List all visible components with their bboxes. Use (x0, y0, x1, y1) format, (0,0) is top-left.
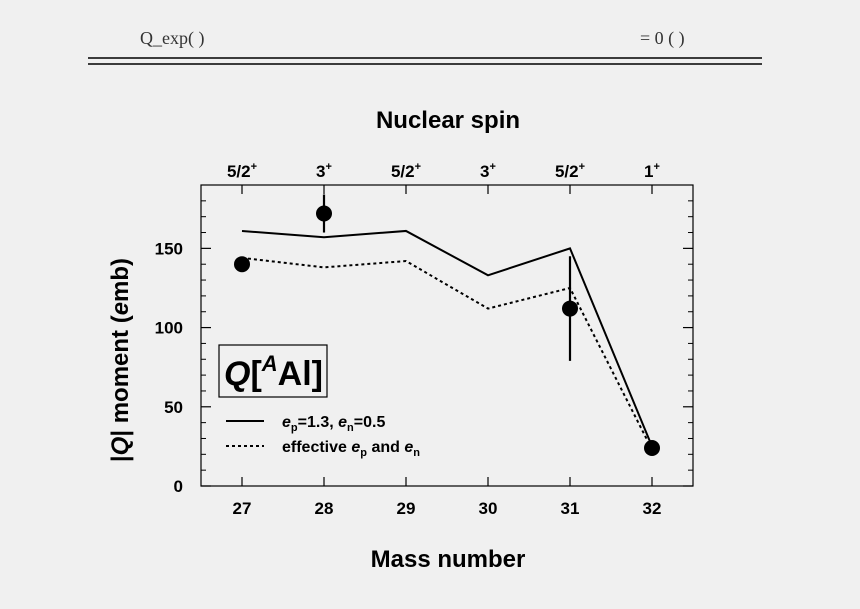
legend (226, 414, 420, 459)
y-tick-label: 50 (164, 397, 183, 417)
spin-tick-label: 5/2+ (390, 161, 422, 181)
spin-tick-label: 3+ (316, 161, 332, 181)
y-tick-label: 150 (154, 239, 183, 259)
nucleus-label: Q[$^A$Al] (224, 351, 323, 393)
spin-tick-label: 5/2+ (554, 161, 586, 181)
x-tick-label: 29 (396, 499, 416, 518)
x-tick-label: 28 (314, 499, 334, 518)
data-point (644, 440, 660, 456)
plot-frame (201, 185, 693, 486)
data-point (562, 301, 578, 317)
y-tick-label: 0 (173, 477, 183, 496)
axis-ticks (201, 185, 693, 486)
y-axis-title: |Q| moment (emb) (107, 257, 134, 463)
x-tick-label: 27 (232, 499, 252, 518)
spin-tick-label: 3+ (480, 161, 496, 181)
legend-label-dotted: effective $e_p$ and $e_n$ (282, 439, 420, 459)
data-point (316, 206, 332, 222)
header-right-fragment: = 0 ( ) (640, 28, 685, 48)
tick-labels (155, 161, 662, 518)
x-tick-label: 30 (478, 499, 498, 518)
header-left-fragment: Q_exp( ) (140, 28, 205, 48)
y-tick-label: 100 (154, 318, 183, 338)
spin-tick-label: 1+ (644, 161, 660, 181)
x-tick-label: 31 (560, 499, 580, 518)
legend-label-solid: $e_p=1.3$, $e_n=0.5$ (282, 414, 386, 434)
x-tick-label: 32 (642, 499, 662, 518)
top-axis-title: Nuclear spin (375, 107, 521, 134)
data-point (234, 256, 250, 272)
x-axis-title: Mass number (370, 546, 526, 573)
spin-tick-label: 5/2+ (226, 161, 258, 181)
